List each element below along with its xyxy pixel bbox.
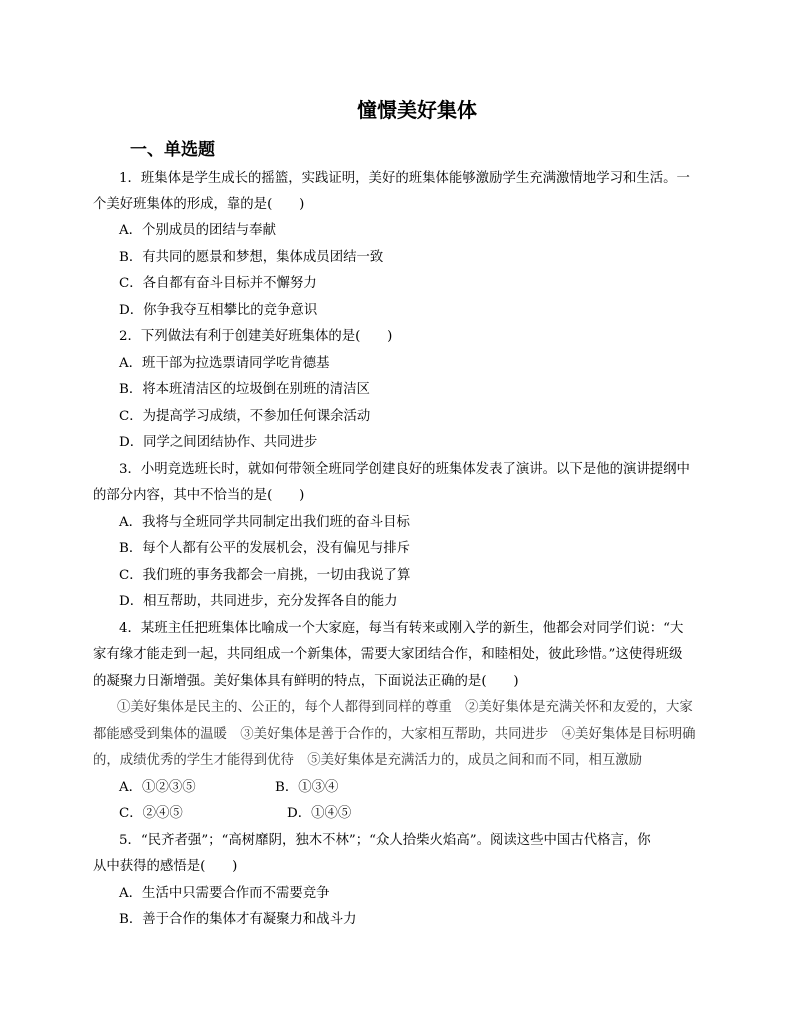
section-heading: 一、单选题 [130,140,215,160]
question-1-option-c: C．各自都有奋斗目标并不懈努力 [119,276,317,291]
question-1-option-b: B．有共同的愿景和梦想，集体成员团结一致 [119,250,384,265]
question-4-text-cont-1: 家有缘才能走到一起，共同组成一个新集体，需要大家团结合作，和睦相处，彼此珍惜。”这使得班级 [93,647,683,662]
question-4-option-a: A．①②③⑤ [119,780,196,795]
question-5-text: 5．“民齐者强”；“高树靡阴，独木不林”；“众人拾柴火焰高”。阅读这些中国古代格言，你 [119,833,651,848]
question-3-text: 3．小明竞选班长时，就如何带领全班同学创建良好的班集体发表了演讲。以下是他的演讲提纲中 [119,462,690,477]
question-4-option-d: D．①④⑤ [287,806,352,821]
question-2-text: 2．下列做法有利于创建美好班集体的是( ) [119,329,393,344]
question-1-text: 1．班集体是学生成长的摇篮，实践证明，美好的班集体能够激励学生充满激情地学习和生活。一 [119,171,690,186]
question-3-option-d: D．相互帮助，共同进步，充分发挥各自的能力 [119,594,398,609]
question-3-option-b: B．每个人都有公平的发展机会，没有偏见与排斥 [119,541,411,556]
question-2-option-d: D．同学之间团结协作、共同进步 [119,435,318,450]
question-4-statements-cont-1: 都能感受到集体的温暖 ③美好集体是善于合作的，大家相互帮助，共同进步 ④美好集体是目标明确 [93,727,696,742]
question-2-option-a: A．班干部为拉选票请同学吃肯德基 [119,356,330,371]
question-5-text-cont: 从中获得的感悟是( ) [93,859,238,874]
question-4-text-cont-2: 的凝聚力日渐增强。美好集体具有鲜明的特点，下面说法正确的是( ) [93,674,519,689]
question-5-option-b: B．善于合作的集体才有凝聚力和战斗力 [119,912,357,927]
question-4-text: 4．某班主任把班集体比喻成一个大家庭，每当有转来或刚入学的新生，他都会对同学们说：“大 [119,621,684,636]
question-4-statements-cont-2: 的，成绩优秀的学生才能得到优待 ⑤美好集体是充满活力的，成员之间和而不同，相互激励 [93,753,643,768]
question-3-option-a: A．我将与全班同学共同制定出我们班的奋斗目标 [119,515,410,530]
question-4-option-c: C．②④⑤ [119,806,183,821]
question-3-text-cont: 的部分内容，其中不恰当的是( ) [93,488,305,503]
question-3-option-c: C．我们班的事务我都会一肩挑，一切由我说了算 [119,568,411,583]
question-1-option-a: A．个别成员的团结与奉献 [119,223,276,238]
question-2-option-c: C．为提高学习成绩，不参加任何课余活动 [119,409,371,424]
question-1-text-cont: 个美好班集体的形成，靠的是( ) [93,197,305,212]
question-4-option-b: B．①③④ [275,780,339,795]
question-4-statements: ①美好集体是民主的、公正的，每个人都得到同样的尊重 ②美好集体是充满关怀和友爱的，大家 [117,700,693,715]
page-title: 憧憬美好集体 [357,98,477,122]
question-2-option-b: B．将本班清洁区的垃圾倒在别班的清洁区 [119,382,370,397]
question-5-option-a: A．生活中只需要合作而不需要竞争 [119,886,330,901]
question-1-option-d: D．你争我夺互相攀比的竞争意识 [119,303,318,318]
